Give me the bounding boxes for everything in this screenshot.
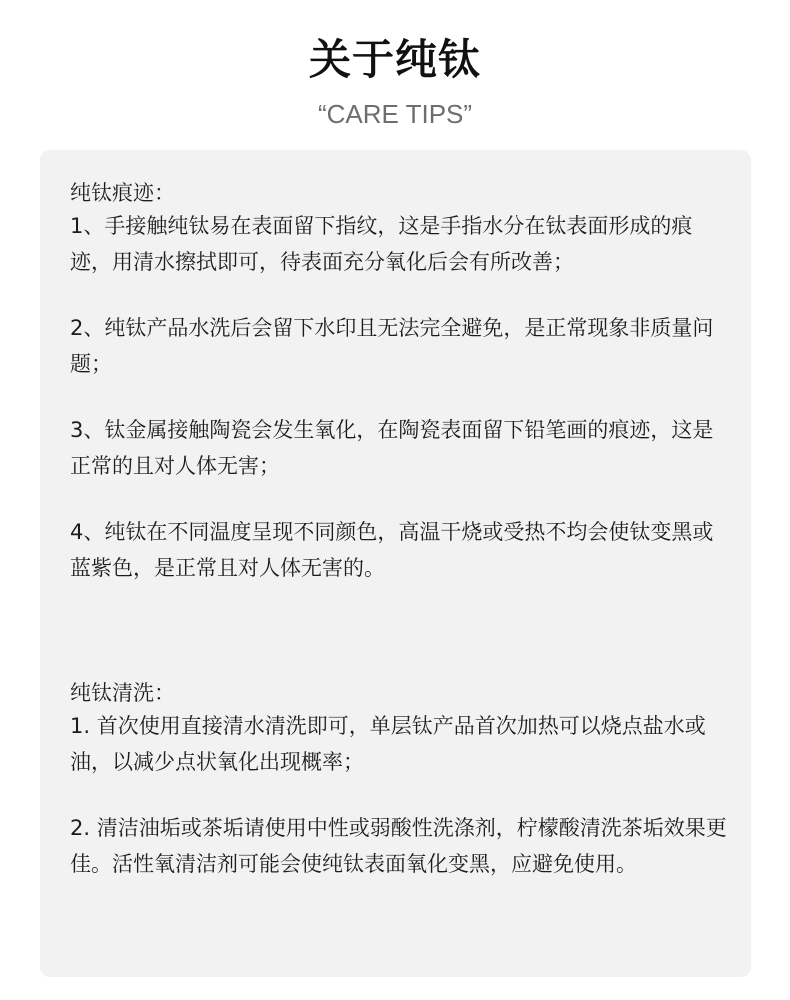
cleaning-item-detergent: 2. 清洁油垢或茶垢请使用中性或弱酸性洗涤剂，柠檬酸清洗茶垢效果更佳。活性氧清洁剂可能会使纯钛表面氧化变黑，应避免使用。 bbox=[70, 816, 727, 876]
marks-item-water-stains: 2、纯钛产品水洗后会留下水印且无法完全避免，是正常现象非质量问题； bbox=[70, 316, 714, 376]
care-tips-card bbox=[40, 150, 751, 977]
titanium-cleaning-section bbox=[70, 678, 730, 882]
marks-item-ceramic-oxidation: 3、钛金属接触陶瓷会发生氧化，在陶瓷表面留下铅笔画的痕迹，这是正常的且对人体无害； bbox=[70, 418, 714, 478]
page-subtitle: “CARE TIPS” bbox=[317, 99, 473, 129]
cleaning-item-first-use: 1. 首次使用直接清水清洗即可，单层钛产品首次加热可以烧点盐水或油，以减少点状氧化出现概率； bbox=[70, 714, 706, 774]
titanium-marks-heading: 纯钛痕迹： bbox=[70, 181, 175, 205]
marks-item-heat-colors: 4、纯钛在不同温度呈现不同颜色，高温干烧或受热不均会使钛变黑或蓝紫色，是正常且对人体无害的。 bbox=[70, 520, 714, 580]
titanium-cleaning-heading: 纯钛清洗： bbox=[70, 681, 175, 705]
marks-item-fingerprints: 1、手接触纯钛易在表面留下指纹，这是手指水分在钛表面形成的痕迹，用清水擦拭即可，待表面充分氧化后会有所改善； bbox=[70, 214, 693, 274]
page-title: 关于纯钛 bbox=[308, 35, 481, 84]
titanium-marks-section bbox=[70, 178, 730, 586]
